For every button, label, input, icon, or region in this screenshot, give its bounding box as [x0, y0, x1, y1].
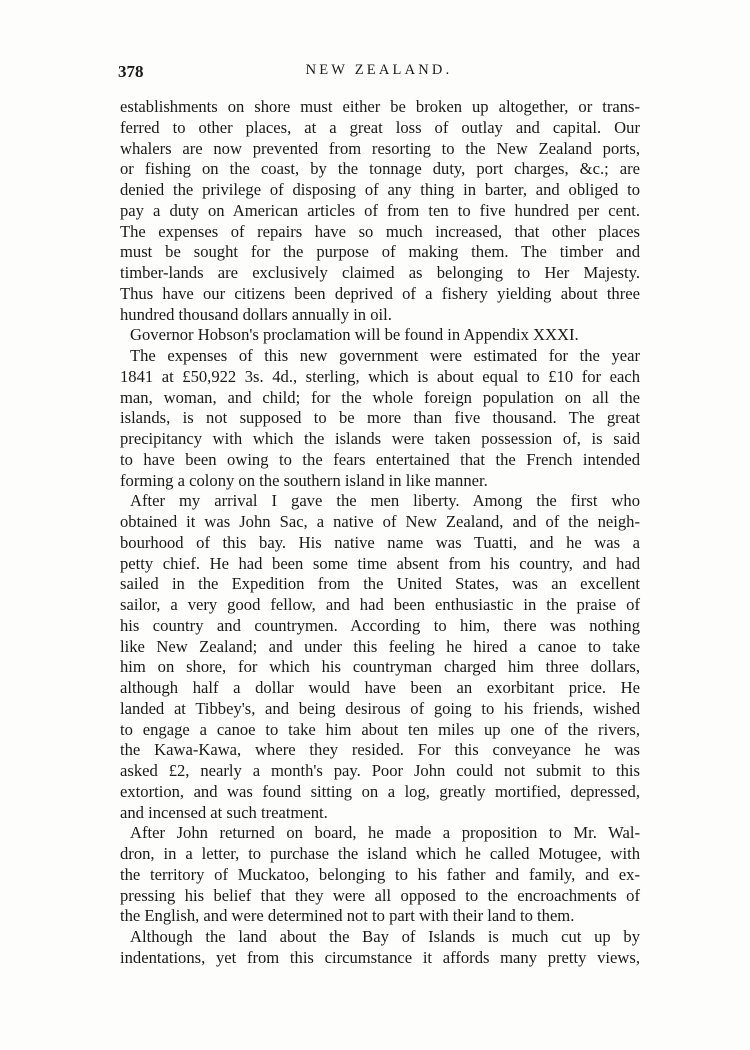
text-line: islands, is not supposed to be more than five thousand. The great: [120, 408, 640, 428]
text-line: The expenses of this new government were estimated for the year: [130, 346, 640, 365]
text-line: extortion, and was found sitting on a log, greatly mortified, depressed,: [120, 781, 640, 801]
text-line: obtained it was John Sac, a native of New Zealand, and of the neigh-: [120, 512, 640, 531]
text-line: 1841 at £50,922 3s. 4d., sterling, which is about equal to £10 for each: [120, 366, 640, 386]
text-line: hundred thousand dollars annually in oil.: [120, 304, 392, 324]
text-line: his country and countrymen. According to him, there was nothing: [120, 615, 640, 635]
text-line: although half a dollar would have been an exorbitant price. He: [120, 678, 640, 697]
text-line: Thus have our citizens been deprived of a fishery yielding about three: [120, 283, 640, 303]
text-line: Governor Hobson's proclamation will be found in Appendix XXXI.: [130, 325, 579, 345]
text-line: must be sought for the purpose of making them. The timber and: [120, 242, 640, 262]
text-line: forming a colony on the southern island in like manner.: [120, 470, 488, 490]
text-line: dron, in a letter, to purchase the island which he called Motugee, with: [120, 844, 640, 863]
text-line: landed at Tibbey's, and being desirous of going to his friends, wished: [120, 698, 640, 718]
text-line: sailed in the Expedition from the United States, was an excellent: [120, 574, 640, 594]
text-line: like New Zealand; and under this feeling he hired a canoe to take: [120, 636, 640, 656]
text-line: timber-lands are exclusively claimed as belonging to Her Majesty.: [120, 263, 640, 282]
text-line: man, woman, and child; for the whole foreign population on all the: [120, 387, 640, 407]
text-line: the Kawa-Kawa, where they resided. For this conveyance he was: [120, 740, 640, 760]
text-line: After John returned on board, he made a proposition to Mr. Wal-: [130, 823, 640, 843]
text-line: or fishing on the coast, by the tonnage duty, port charges, &c.; are: [120, 159, 640, 179]
text-line: pressing his belief that they were all opposed to the encroachments of: [120, 885, 640, 905]
text-line: pay a duty on American articles of from ten to five hundred per cent.: [120, 200, 640, 220]
running-title: NEW ZEALAND.: [305, 62, 453, 78]
text-line: The expenses of repairs have so much increased, that other places: [120, 221, 640, 241]
text-line: the territory of Muckatoo, belonging to his father and family, and ex-: [120, 864, 640, 884]
text-line: him on shore, for which his countryman charged him three dollars,: [120, 657, 640, 677]
text-line: sailor, a very good fellow, and had been enthusiastic in the praise of: [120, 595, 640, 614]
text-line: bourhood of this bay. His native name was Tuatti, and he was a: [120, 532, 640, 552]
running-head: [118, 58, 640, 84]
text-line: denied the privilege of disposing of any thing in barter, and obliged to: [120, 180, 640, 199]
text-line: Although the land about the Bay of Islands is much cut up by: [130, 927, 640, 946]
text-line: the English, and were determined not to part with their land to them.: [120, 906, 575, 926]
body-text: [120, 97, 640, 969]
text-line: asked £2, nearly a month's pay. Poor John could not submit to this: [120, 761, 640, 780]
text-line: to have been owing to the fears entertained that the French intended: [120, 449, 640, 469]
text-line: and incensed at such treatment.: [120, 802, 328, 822]
text-line: ferred to other places, at a great loss of outlay and capital. Our: [120, 117, 640, 137]
text-line: After my arrival I gave the men liberty. Among the first who: [130, 491, 640, 511]
text-line: indentations, yet from this circumstance it affords many pretty views,: [120, 947, 640, 967]
text-line: establishments on shore must either be broken up altogether, or trans-: [120, 97, 640, 116]
text-line: whalers are now prevented from resorting to the New Zealand ports,: [120, 138, 640, 158]
text-line: to engage a canoe to take him about ten miles up one of the rivers,: [120, 719, 640, 739]
text-line: petty chief. He had been some time absent from his country, and had: [120, 553, 640, 573]
page-number: 378: [118, 62, 144, 81]
text-line: precipitancy with which the islands were taken possession of, is said: [120, 429, 640, 448]
